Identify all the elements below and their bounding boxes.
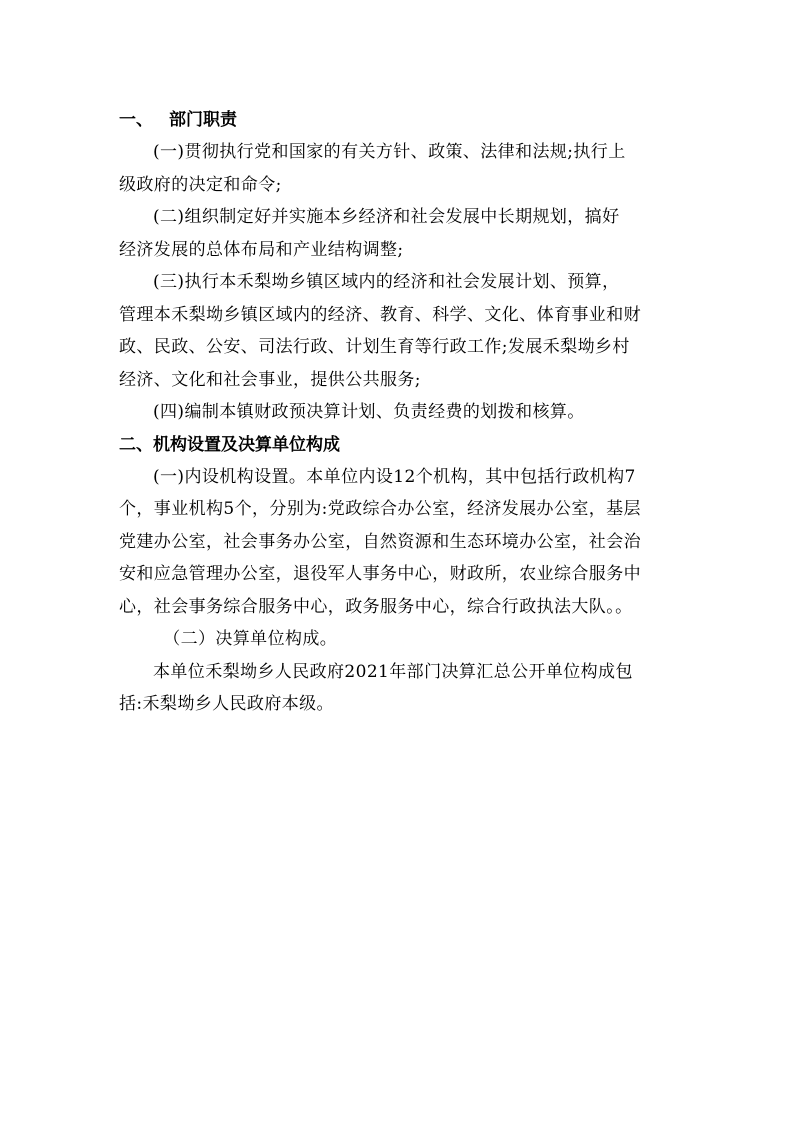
paragraph-line: 管理本禾梨坳乡镇区域内的经济、教育、科学、文化、体育事业和财	[119, 304, 641, 325]
duty-item-2	[119, 201, 684, 266]
org-item-1	[119, 461, 684, 624]
section-2-heading	[119, 429, 684, 461]
paragraph-line: (二)组织制定好并实施本乡经济和社会发展中长期规划，搞好	[153, 207, 620, 227]
paragraph-line: 经济、文化和社会事业，提供公共服务;	[119, 369, 421, 390]
paragraph-line: 个，事业机构5个，分别为:党政综合办公室，经济发展办公室，基层	[119, 499, 641, 519]
document-body	[119, 104, 684, 721]
section-1-number: 一、	[119, 110, 153, 130]
paragraph-line: (一)贯彻执行党和国家的有关方针、政策、法律和法规;执行上	[153, 142, 626, 162]
paragraph-line: 安和应急管理办公室，退役军人事务中心，财政所，农业综合服务中	[119, 564, 641, 584]
paragraph-line: 级政府的决定和命令;	[119, 174, 282, 195]
paragraph-line: （二）决算单位构成。	[163, 629, 338, 649]
paragraph-line: 本单位禾梨坳乡人民政府2021年部门决算汇总公开单位构成包	[153, 661, 633, 682]
org-item-3	[119, 656, 684, 721]
duty-item-1	[119, 136, 684, 201]
paragraph-line: (一)内设机构设置。本单位内设12个机构，其中包括行政机构7	[153, 466, 636, 487]
section-1-heading	[119, 104, 684, 136]
section-1-title: 部门职责	[169, 110, 237, 130]
section-2-title: 二、机构设置及决算单位构成	[119, 434, 340, 455]
duty-item-4	[119, 396, 684, 429]
paragraph-line: (三)执行本禾梨坳乡镇区域内的经济和社会发展计划、预算，	[153, 272, 620, 292]
paragraph-line: 党建办公室，社会事务办公室，自然资源和生态环境办公室，社会治	[119, 531, 641, 552]
paragraph-line: 经济发展的总体布局和产业结构调整;	[119, 239, 404, 260]
org-item-2	[119, 623, 684, 656]
paragraph-line: 政、民政、公安、司法行政、计划生育等行政工作;发展禾梨坳乡村	[119, 337, 630, 357]
paragraph-line: 括:禾梨坳乡人民政府本级。	[119, 694, 334, 714]
paragraph-line: (四)编制本镇财政预决算计划、负责经费的划拨和核算。	[153, 402, 585, 422]
paragraph-line: 心，社会事务综合服务中心，政务服务中心，综合行政执法大队。。	[119, 596, 633, 617]
duty-item-3	[119, 266, 684, 396]
